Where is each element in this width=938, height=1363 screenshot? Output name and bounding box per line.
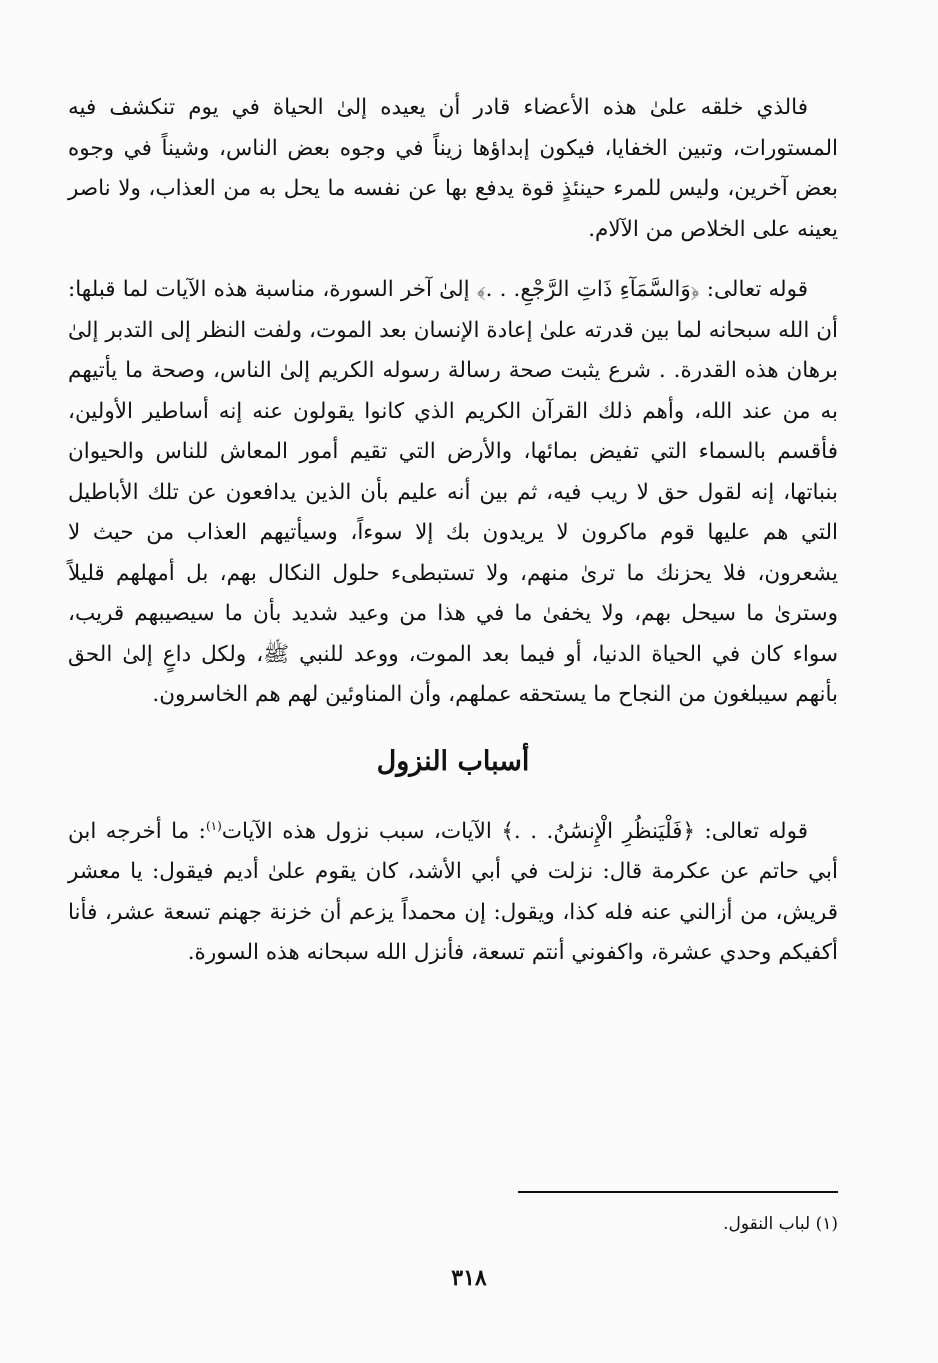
paragraph-1 xyxy=(68,88,838,250)
page-number: ٣١٨ xyxy=(451,1265,487,1291)
section-heading: أسباب النزول xyxy=(376,745,530,777)
paragraph-3-text-end: : ما أخرجه ابن أبي حاتم عن عكرمة قال: نزلت في أبي الأشد، كان يقوم علىٰ أديم فيقول: يا معشر قريش، من أزالني عنه فله كذا، ويقول: إن محمداً يزعم أن خزنة جهنم تسعة عشر، فأنا أكفيكم وحدي عشرة، واكفوني أنتم تسعة، فأنزل الله سبحانه هذه السورة. xyxy=(68,818,838,966)
paragraph-1-text: فالذي خلقه علىٰ هذه الأعضاء قادر أن يعيده إلىٰ الحياة في يوم تنكشف فيه المستورات، وتبين الخفايا، فيكون إبداؤها زيناً في وجوه بعض الناس، وشيناً في وجوه بعض آخرين، وليس للمرء حينئذٍ قوة يدفع بها عن نفسه ما يحل به من العذاب، ولا ناصر يعينه على الخلاص من الآلام. xyxy=(68,95,838,242)
page-body xyxy=(68,88,838,974)
paragraph-2-text: قوله تعالى: ﴿وَالسَّمَآءِ ذَاتِ الرَّجْعِ. . .﴾ إلىٰ آخر السورة، مناسبة هذه الآيات لما قبلها: أن الله سبحانه لما بين قدرته علىٰ إعادة الإنسان بعد الموت، ولفت النظر إلى التدبر إلىٰ برهان هذه القدرة. . شرع يثبت صحة رسالة رسوله الكريم إلىٰ الناس، وصحة ما يأتيهم به من عند الله، وأهم ذلك القرآن الكريم الذي كانوا يقولون عنه إنه أساطير الأولين، فأقسم بالسماء التي تفيض بمائها، والأرض التي تقيم أمور المعاش للناس والحيوان بنباتها، إنه لقول حق لا ريب فيه، ثم بين أنه عليم بأن الذين يدافعون عن تلك الأباطيل التي هم عليها قوم ماكرون لا يريدون بك إلا سوءاً، وسيأتيهم العذاب من حيث لا يشعرون، فلا يحزنك ما ترىٰ منهم، ولا تستبطىء حلول النكال بهم، بل أمهلهم قليلاً وسترىٰ ما سيحل بهم، ولا يخفىٰ ما في هذا من وعيد شديد بأن ما سيصيبهم قريب، سواء كان في الحياة الدنيا، أو فيما بعد الموت، ووعد للنبي ﷺ، ولكل داعٍ إلىٰ الحق بأنهم سيبلغون من النجاح ما يستحقه عملهم، وأن المناوئين لهم هم الخاسرون. xyxy=(68,277,838,707)
footnote-divider xyxy=(518,1191,838,1193)
paragraph-3-text-start: قوله تعالى: ﴿فَلْيَنظُرِ الْإِنسَٰنُ. . .﴾ الآيات، سبب نزول هذه الآيات xyxy=(221,818,808,844)
footnote-reference: (١) xyxy=(205,818,222,833)
paragraph-3 xyxy=(68,806,838,974)
paragraph-2 xyxy=(68,270,838,716)
footnote: (١) لباب النقول. xyxy=(723,1214,838,1234)
